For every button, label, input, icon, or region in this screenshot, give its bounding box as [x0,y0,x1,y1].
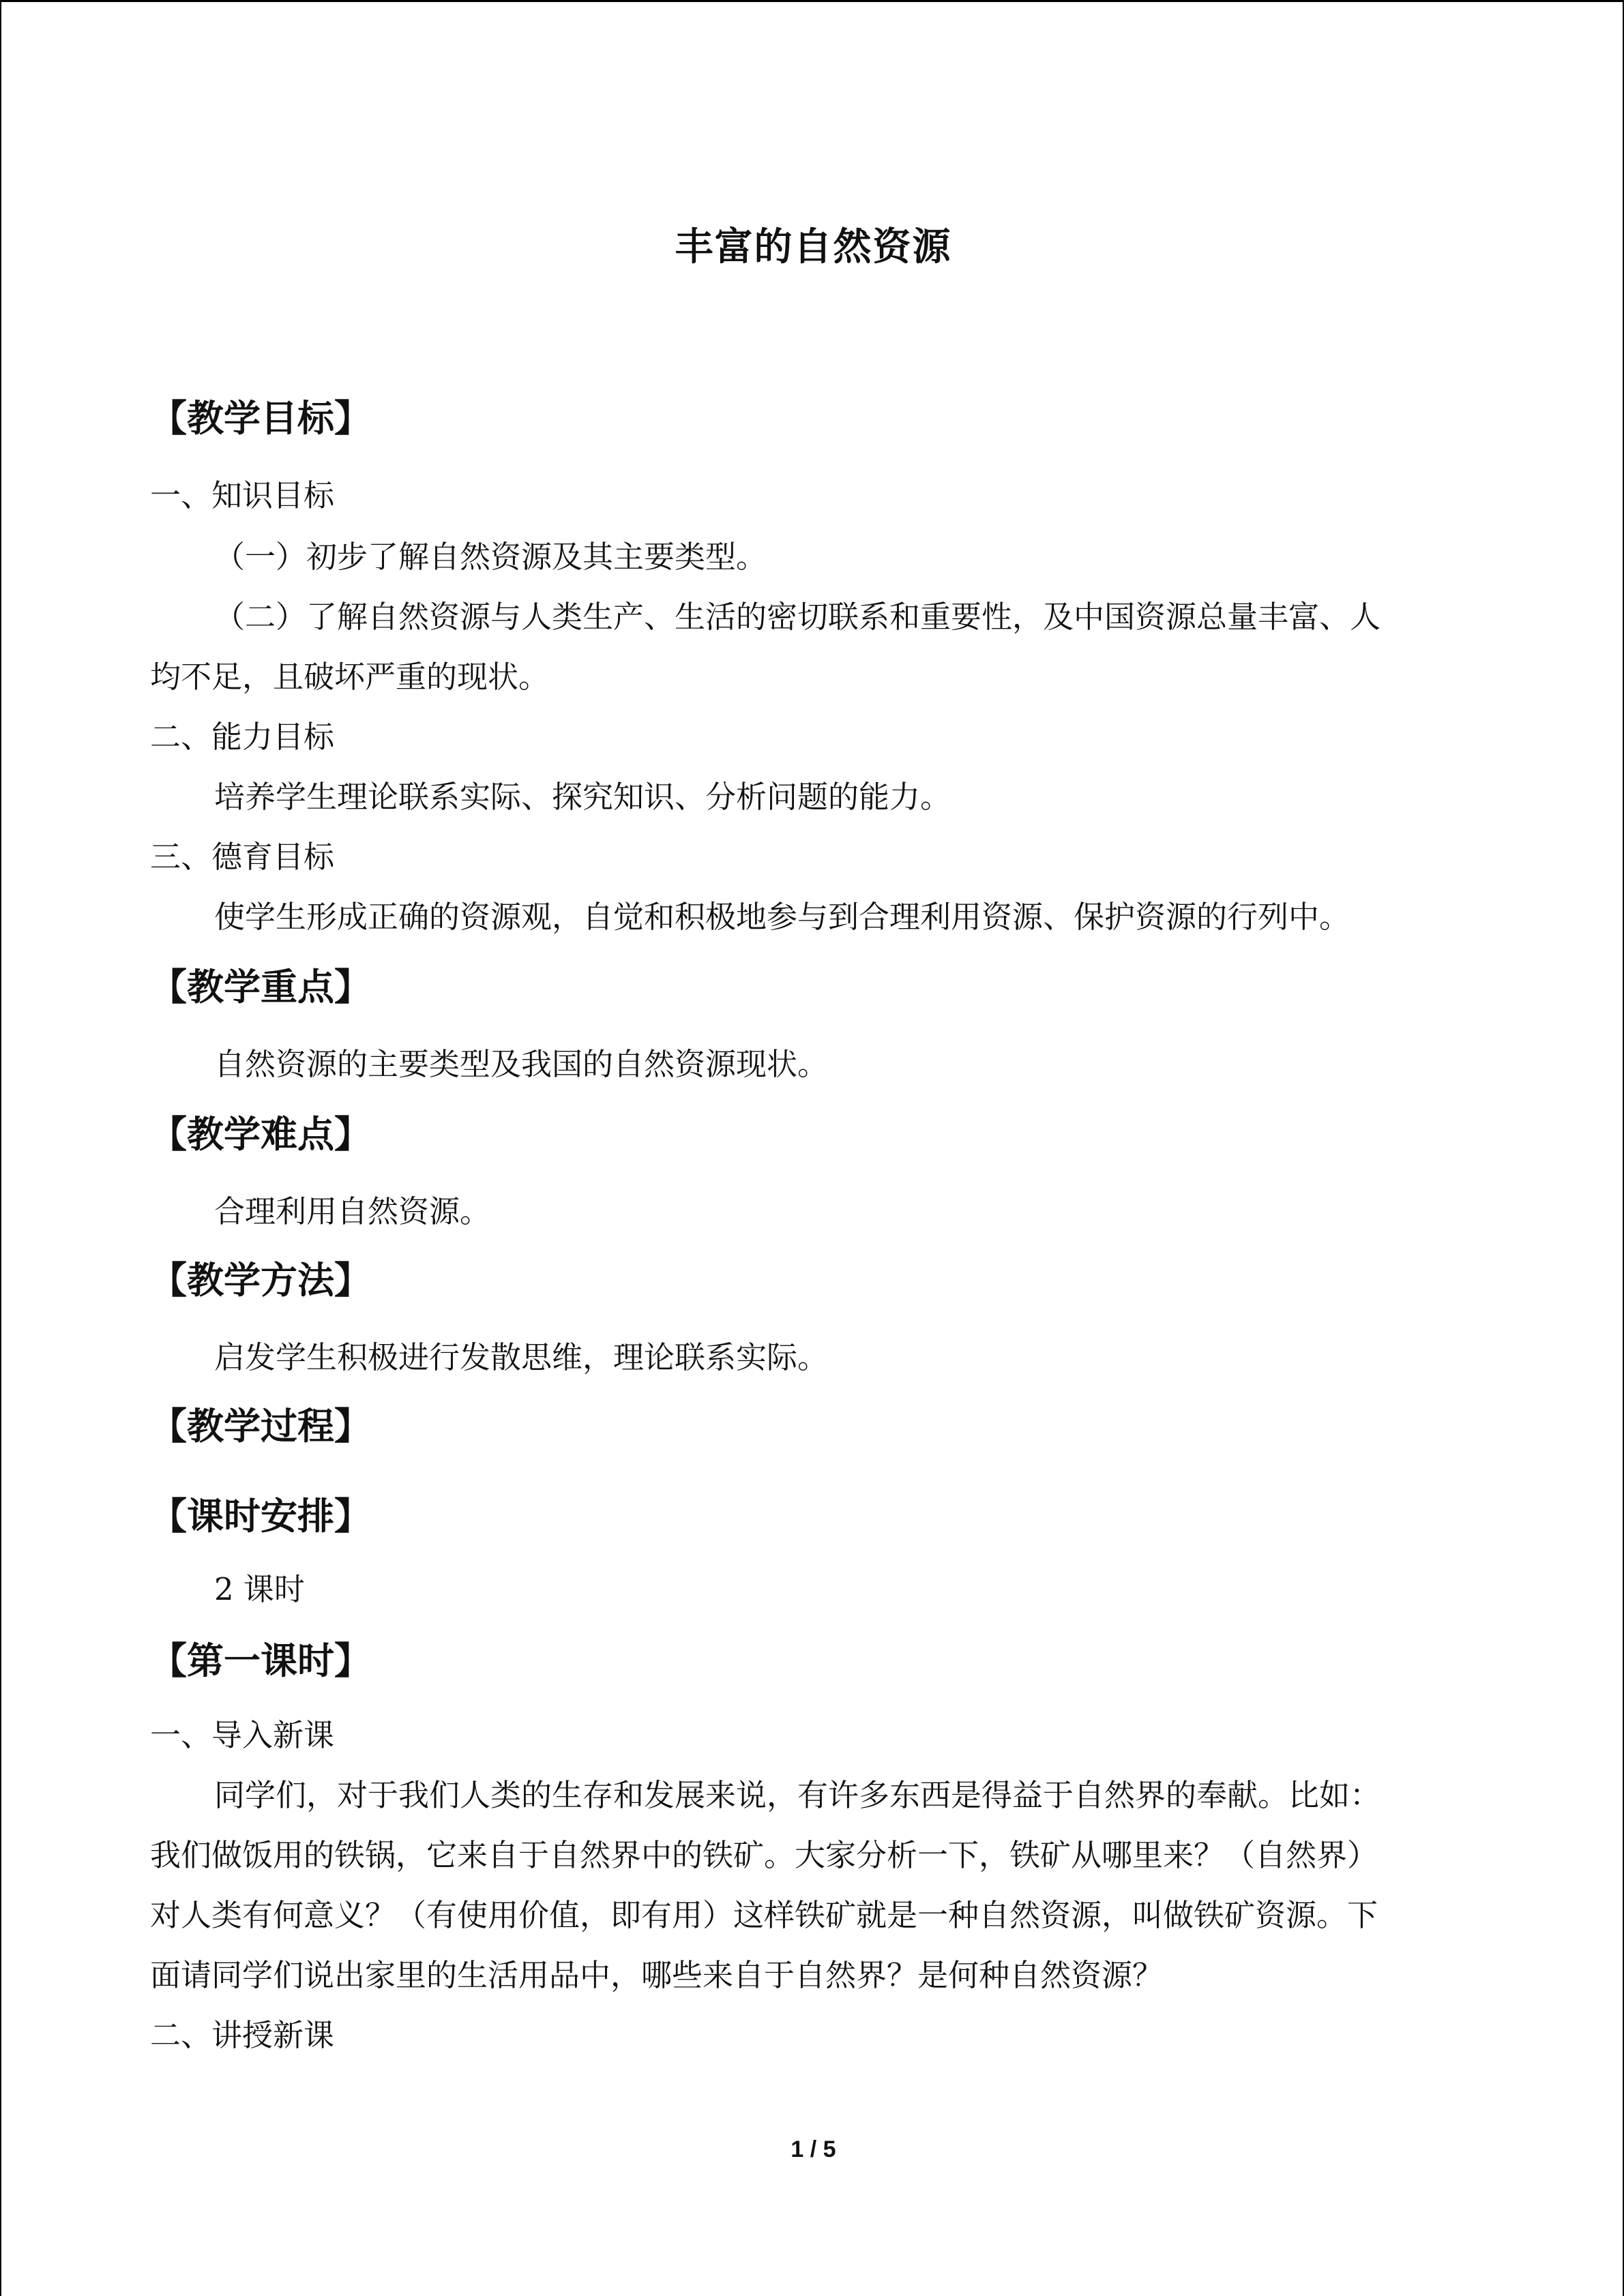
process-heading: 【教学过程】 [150,1404,371,1448]
schedule-heading: 【课时安排】 [150,1494,371,1538]
new-lesson-heading: 二、讲授新课 [150,2017,335,2053]
intro-line-3: 对人类有何意义？（有使用价值，即有用）这样铁矿就是一种自然资源，叫做铁矿资源。下 [150,1897,1378,1933]
knowledge-goal-label: 一、知识目标 [150,477,335,513]
moral-goal-text: 使学生形成正确的资源观，自觉和积极地参与到合理利用资源、保护资源的行列中。 [214,899,1350,935]
document-title: 丰富的自然资源 [675,224,952,269]
difficulty-text: 合理利用自然资源。 [214,1193,491,1229]
knowledge-item-2-line2: 均不足，且破坏严重的现状。 [150,659,550,695]
method-heading: 【教学方法】 [150,1258,371,1302]
moral-goal-label: 三、德育目标 [150,839,335,875]
key-points-heading: 【教学重点】 [150,965,371,1009]
schedule-text: 2 课时 [214,1571,305,1607]
knowledge-item-2-line1: （二）了解自然资源与人类生产、生活的密切联系和重要性，及中国资源总量丰富、人 [214,599,1381,635]
intro-line-2: 我们做饭用的铁锅，它来自于自然界中的铁矿。大家分析一下，铁矿从哪里来？（自然界） [150,1837,1378,1873]
page-number: 1 / 5 [791,2136,836,2162]
intro-line-4: 面请同学们说出家里的生活用品中，哪些来自于自然界？是何种自然资源？ [150,1957,1164,1993]
ability-goal-label: 二、能力目标 [150,719,335,755]
intro-heading: 一、导入新课 [150,1717,335,1753]
objectives-heading: 【教学目标】 [150,396,371,440]
method-text: 启发学生积极进行发散思维，理论联系实际。 [214,1339,829,1375]
intro-line-1: 同学们，对于我们人类的生存和发展来说，有许多东西是得益于自然界的奉献。比如： [214,1777,1381,1813]
knowledge-item-1: （一）初步了解自然资源及其主要类型。 [214,539,767,575]
ability-goal-text: 培养学生理论联系实际、探究知识、分析问题的能力。 [214,779,951,815]
difficulty-heading: 【教学难点】 [150,1112,371,1156]
first-lesson-heading: 【第一课时】 [150,1639,371,1682]
key-points-text: 自然资源的主要类型及我国的自然资源现状。 [214,1046,829,1082]
